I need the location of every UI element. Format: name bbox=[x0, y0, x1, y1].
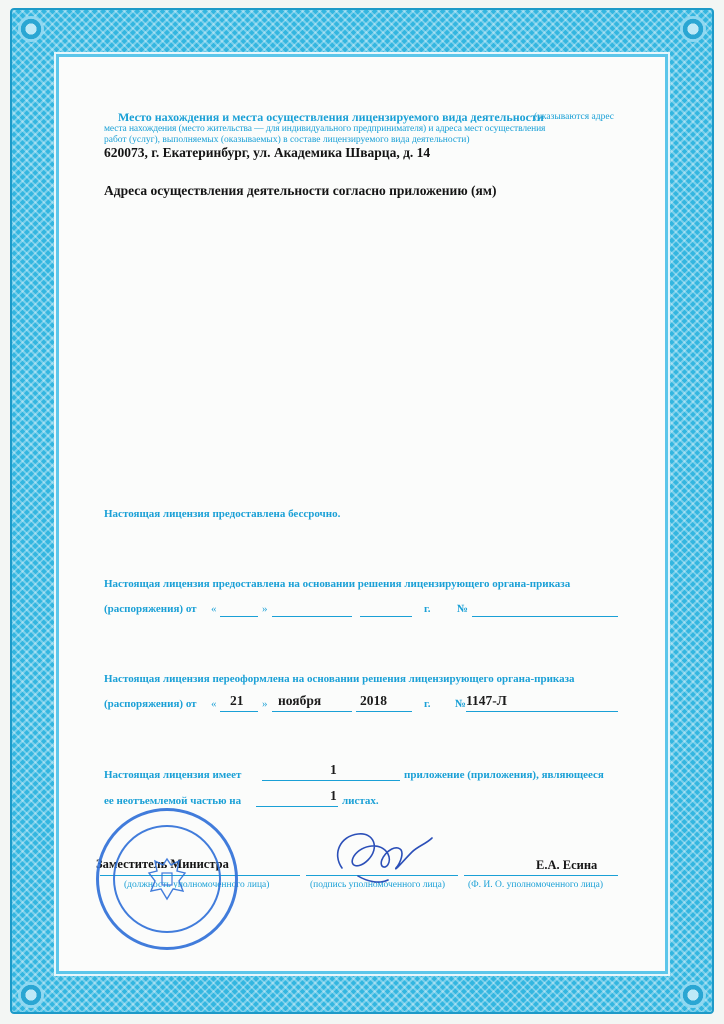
appendix-sheets: 1 bbox=[330, 788, 337, 803]
signatory-name: Е.А. Есина bbox=[536, 858, 598, 872]
appendix-count-line bbox=[262, 780, 400, 781]
addresses-note: Адреса осуществления деятельности согласно приложению (ям) bbox=[104, 183, 497, 198]
signatory-position: Заместитель Министра bbox=[96, 857, 229, 871]
reissued-prefix: (распоряжения) от bbox=[104, 698, 197, 710]
position-caption: (должность уполномоченного лица) bbox=[124, 880, 270, 890]
appendix-line2: ее неотъемлемой частью на bbox=[104, 795, 242, 807]
official-seal-icon bbox=[96, 808, 238, 950]
appendix-sheets-line bbox=[256, 806, 338, 807]
corner-rosette-icon bbox=[680, 982, 706, 1008]
granted-prefix: (распоряжения) от bbox=[104, 603, 197, 615]
number-label: № bbox=[457, 603, 469, 615]
appendix-count: 1 bbox=[330, 762, 337, 777]
handwritten-signature-icon bbox=[328, 824, 438, 894]
reissue-month: ноября bbox=[278, 693, 322, 708]
quote-close: » bbox=[262, 603, 268, 615]
perpetual-text: Настоящая лицензия предоставлена бессрочно. bbox=[104, 508, 341, 520]
header-title: Место нахождения и места осуществления лицензируемого вида деятельности bbox=[118, 110, 544, 124]
corner-rosette-icon bbox=[18, 982, 44, 1008]
appendix-line2-suffix: листах. bbox=[342, 795, 379, 807]
quote-open: « bbox=[211, 603, 217, 615]
year-suffix: г. bbox=[424, 603, 431, 615]
reissued-line: Настоящая лицензия переоформлена на основании решения лицензирующего органа-приказа bbox=[104, 673, 575, 685]
corner-rosette-icon bbox=[18, 16, 44, 42]
number-label: № bbox=[455, 698, 467, 710]
reissue-day: 21 bbox=[230, 693, 244, 708]
header-note: работ (услуг), выполняемых (оказываемых) в составе лицензируемого вида деятельности) bbox=[104, 135, 470, 145]
month-line bbox=[272, 711, 352, 712]
corner-rosette-icon bbox=[680, 16, 706, 42]
address-text: 620073, г. Екатеринбург, ул. Академика Шварца, д. 14 bbox=[104, 145, 431, 160]
name-line bbox=[464, 875, 618, 876]
quote-close: » bbox=[262, 698, 268, 710]
number-blank bbox=[472, 616, 618, 617]
sign-caption: (подпись уполномоченного лица) bbox=[310, 880, 446, 890]
reissue-year: 2018 bbox=[360, 693, 387, 708]
granted-line: Настоящая лицензия предоставлена на основании решения лицензирующего органа-приказа bbox=[104, 578, 571, 590]
year-blank bbox=[360, 616, 412, 617]
year-line bbox=[356, 711, 412, 712]
header-note: (указываются адрес bbox=[534, 112, 614, 122]
quote-open: « bbox=[211, 698, 217, 710]
day-blank bbox=[220, 616, 258, 617]
header-note: места нахождения (место жительства — для индивидуального предпринимателя) и адреса мест осуществления bbox=[104, 124, 546, 134]
number-line bbox=[466, 711, 618, 712]
reissue-number: 1147-Л bbox=[466, 693, 507, 708]
day-line bbox=[220, 711, 258, 712]
appendix-prefix: Настоящая лицензия имеет bbox=[104, 769, 242, 781]
year-suffix: г. bbox=[424, 698, 431, 710]
month-blank bbox=[272, 616, 352, 617]
appendix-suffix: приложение (приложения), являющееся bbox=[404, 769, 604, 781]
name-caption: (Ф. И. О. уполномоченного лица) bbox=[468, 880, 603, 890]
